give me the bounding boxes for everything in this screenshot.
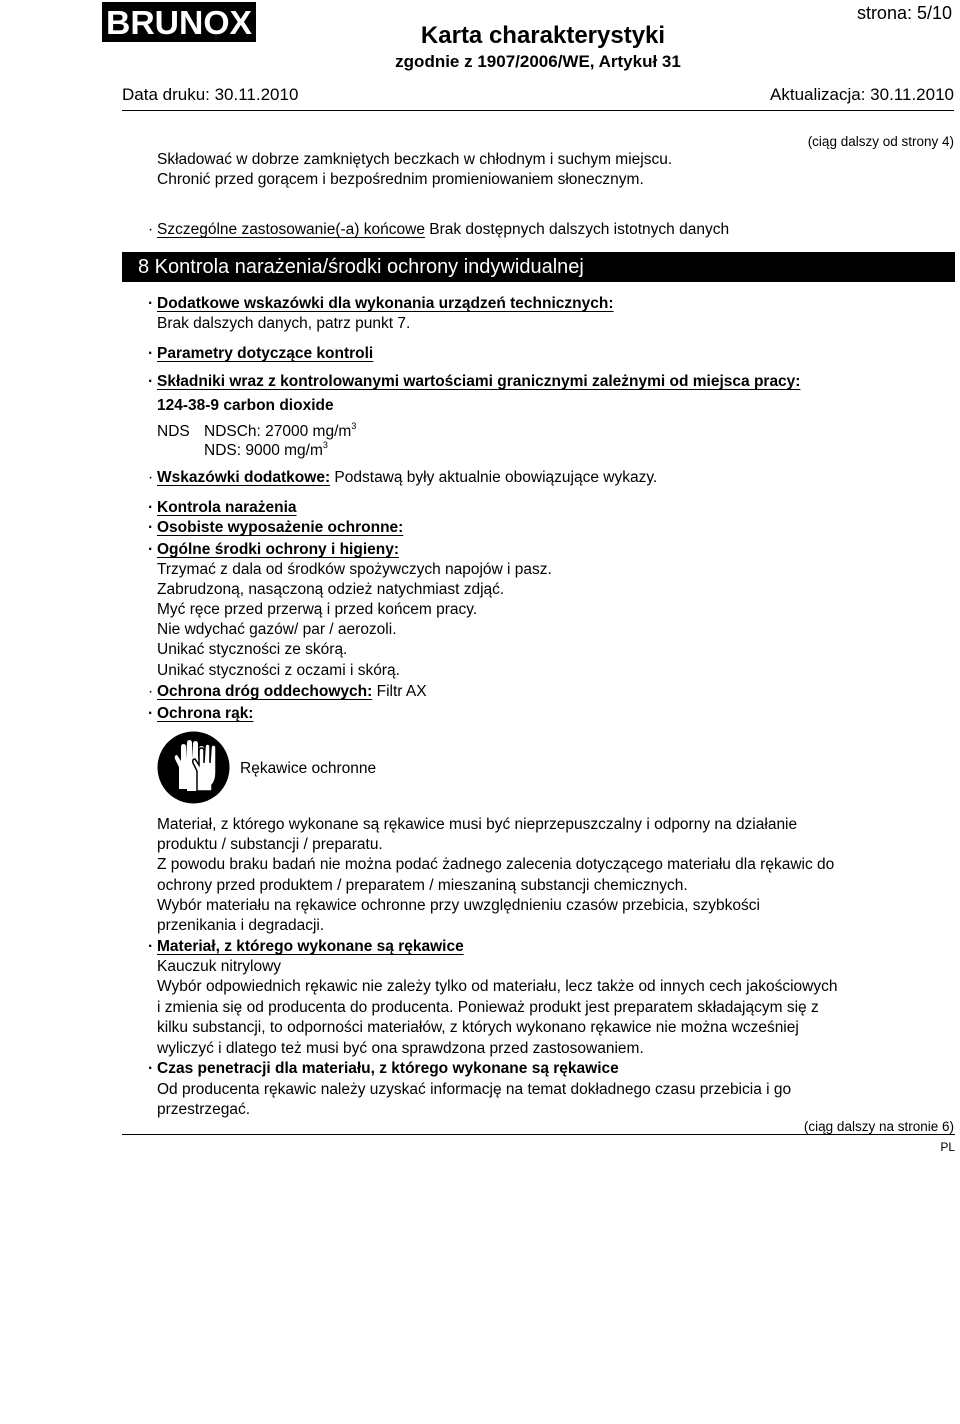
continued-to-note: (ciąg dalszy na stronie 6) [803, 1119, 954, 1134]
additional-hints-label: Wskazówki dodatkowe: [157, 469, 331, 486]
glove-material-line: kilku substancji, to odporności materiałów, z których wykonano rękawice nie można wcześniej [157, 1019, 799, 1036]
end-use-row: · Szczególne zastosowanie(-a) końcowe Brak dostępnych dalszych istotnych danych [148, 221, 730, 238]
glove-material-line: Wybór odpowiednich rękawic nie zależy tylko od materiału, lecz także od innych cech jakościowych [157, 978, 838, 995]
glove-paragraph-line: produktu / substancji / preparatu. [157, 836, 383, 853]
hygiene-line: Nie wdychać gazów/ par / aerozoli. [157, 621, 397, 638]
respiratory-label: Ochrona dróg oddechowych: [157, 683, 373, 700]
hygiene-line: Myć ręce przed przerwą i przed końcem pracy. [157, 601, 478, 618]
ndsch-exponent: 3 [351, 421, 357, 431]
hygiene-row: · Ogólne środki ochrony i higieny: [148, 541, 399, 558]
gloves-icon [157, 731, 230, 804]
document-title: Karta charakterystyki [420, 22, 666, 49]
hygiene-label: Ogólne środki ochrony i higieny: [157, 541, 399, 558]
language-code: PL [940, 1140, 955, 1154]
components-row: · Składniki wraz z kontrolowanymi wartościami granicznymi zależnymi od miejsca pracy: [148, 373, 801, 390]
ndsch-value: NDSCh: 27000 mg/m [204, 423, 352, 440]
hand-protection-row: · Ochrona rąk: [148, 705, 254, 722]
substance-name: 124-38-9 carbon dioxide [157, 397, 334, 414]
glove-paragraph-line: Wybór materiału na rękawice ochronne przy uwzględnieniu czasów przebicia, szybkości [157, 897, 760, 914]
glove-material-label: Materiał, z którego wykonane są rękawice [157, 938, 464, 955]
penetration-line: przestrzegać. [157, 1101, 251, 1118]
brand-text: BRUNOX [106, 4, 252, 41]
respiratory-row: · Ochrona dróg oddechowych: Filtr AX [148, 683, 427, 700]
ppe-label: Osobiste wyposażenie ochronne: [157, 519, 404, 536]
glove-material-row: · Materiał, z którego wykonane są rękawice [148, 938, 464, 955]
tech-hints-label: Dodatkowe wskazówki dla wykonania urządzeń technicznych: [157, 295, 614, 312]
header-divider [122, 110, 954, 111]
penetration-line: Od producenta rękawic należy uzyskać informację na temat dokładnego czasu przebicia i go [157, 1081, 792, 1098]
additional-hints-value: Podstawą były aktualnie obowiązujące wykazy. [330, 469, 658, 486]
hygiene-line: Unikać styczności z oczami i skórą. [157, 662, 400, 679]
components-label: Składniki wraz z kontrolowanymi wartościami granicznymi zależnymi od miejsca pracy: [157, 373, 801, 390]
glove-paragraph-line: ochrony przed produktem / preparatem / mieszaniną substancji chemicznych. [157, 877, 688, 894]
page-number: strona: 5/10 [856, 3, 952, 23]
tech-hints-value: Brak dalszych danych, patrz punkt 7. [157, 315, 411, 332]
hand-protection-label: Ochrona rąk: [157, 705, 254, 722]
hygiene-line: Trzymać z dala od środków spożywczych napojów i pasz. [157, 561, 552, 578]
respiratory-value: Filtr AX [372, 683, 427, 700]
exposure-control-label: Kontrola narażenia [157, 499, 297, 516]
footer-divider [122, 1134, 955, 1135]
penetration-time-label: Czas penetracji dla materiału, z którego wykonane są rękawice [157, 1060, 619, 1077]
tech-hints-row: · Dodatkowe wskazówki dla wykonania urządzeń technicznych: [148, 295, 614, 312]
print-date: Data druku: 30.11.2010 [122, 85, 299, 104]
glove-paragraph-line: przenikania i degradacji. [157, 917, 325, 934]
section-8-heading: 8 Kontrola narażenia/środki ochrony indywidualnej [122, 252, 955, 282]
glove-material-line: i zmienia się od producenta do producenta. Ponieważ produkt jest preparatem składającym się z [157, 999, 819, 1016]
end-use-label: Szczególne zastosowanie(-a) końcowe [157, 221, 425, 238]
control-params-row: · Parametry dotyczące kontroli [148, 345, 374, 362]
document-subtitle: zgodnie z 1907/2006/WE, Artykuł 31 [395, 52, 681, 71]
penetration-time-row: · Czas penetracji dla materiału, z którego wykonane są rękawice [148, 1060, 619, 1077]
ppe-row: · Osobiste wyposażenie ochronne: [148, 519, 404, 536]
end-use-value: Brak dostępnych dalszych istotnych danych [424, 221, 730, 238]
storage-line-1: Składować w dobrze zamkniętych beczkach w chłodnym i suchym miejscu. [157, 151, 673, 168]
glove-paragraph-line: Materiał, z którego wykonane są rękawice musi być nieprzepuszczalny i odporny na działanie [157, 816, 798, 833]
ndsch-row [204, 422, 356, 443]
control-params-label: Parametry dotyczące kontroli [157, 345, 374, 362]
exposure-control-row: · Kontrola narażenia [148, 499, 297, 516]
nds-exponent: 3 [322, 440, 328, 450]
continued-from-note: (ciąg dalszy od strony 4) [807, 134, 954, 149]
glove-material-line: wyliczyć i dlatego też musi być ona sprawdzona przed zastosowaniem. [157, 1040, 644, 1057]
nds-label: NDS [157, 423, 190, 440]
gloves-caption: Rękawice ochronne [240, 760, 377, 777]
update-date: Aktualizacja: 30.11.2010 [770, 85, 954, 104]
hygiene-line: Unikać styczności ze skórą. [157, 641, 348, 658]
nds-row [204, 441, 328, 462]
nds-value: NDS: 9000 mg/m [204, 442, 323, 459]
hygiene-line: Zabrudzoną, nasączoną odzież natychmiast zdjąć. [157, 581, 505, 598]
glove-material-line: Kauczuk nitrylowy [157, 958, 282, 975]
additional-hints-row: · Wskazówki dodatkowe: Podstawą były aktualnie obowiązujące wykazy. [148, 469, 658, 486]
glove-paragraph-line: Z powodu braku badań nie można podać żadnego zalecenia dotyczącego materiału dla rękawic do [157, 856, 835, 873]
storage-line-2: Chronić przed gorącem i bezpośrednim promieniowaniem słonecznym. [157, 171, 644, 188]
